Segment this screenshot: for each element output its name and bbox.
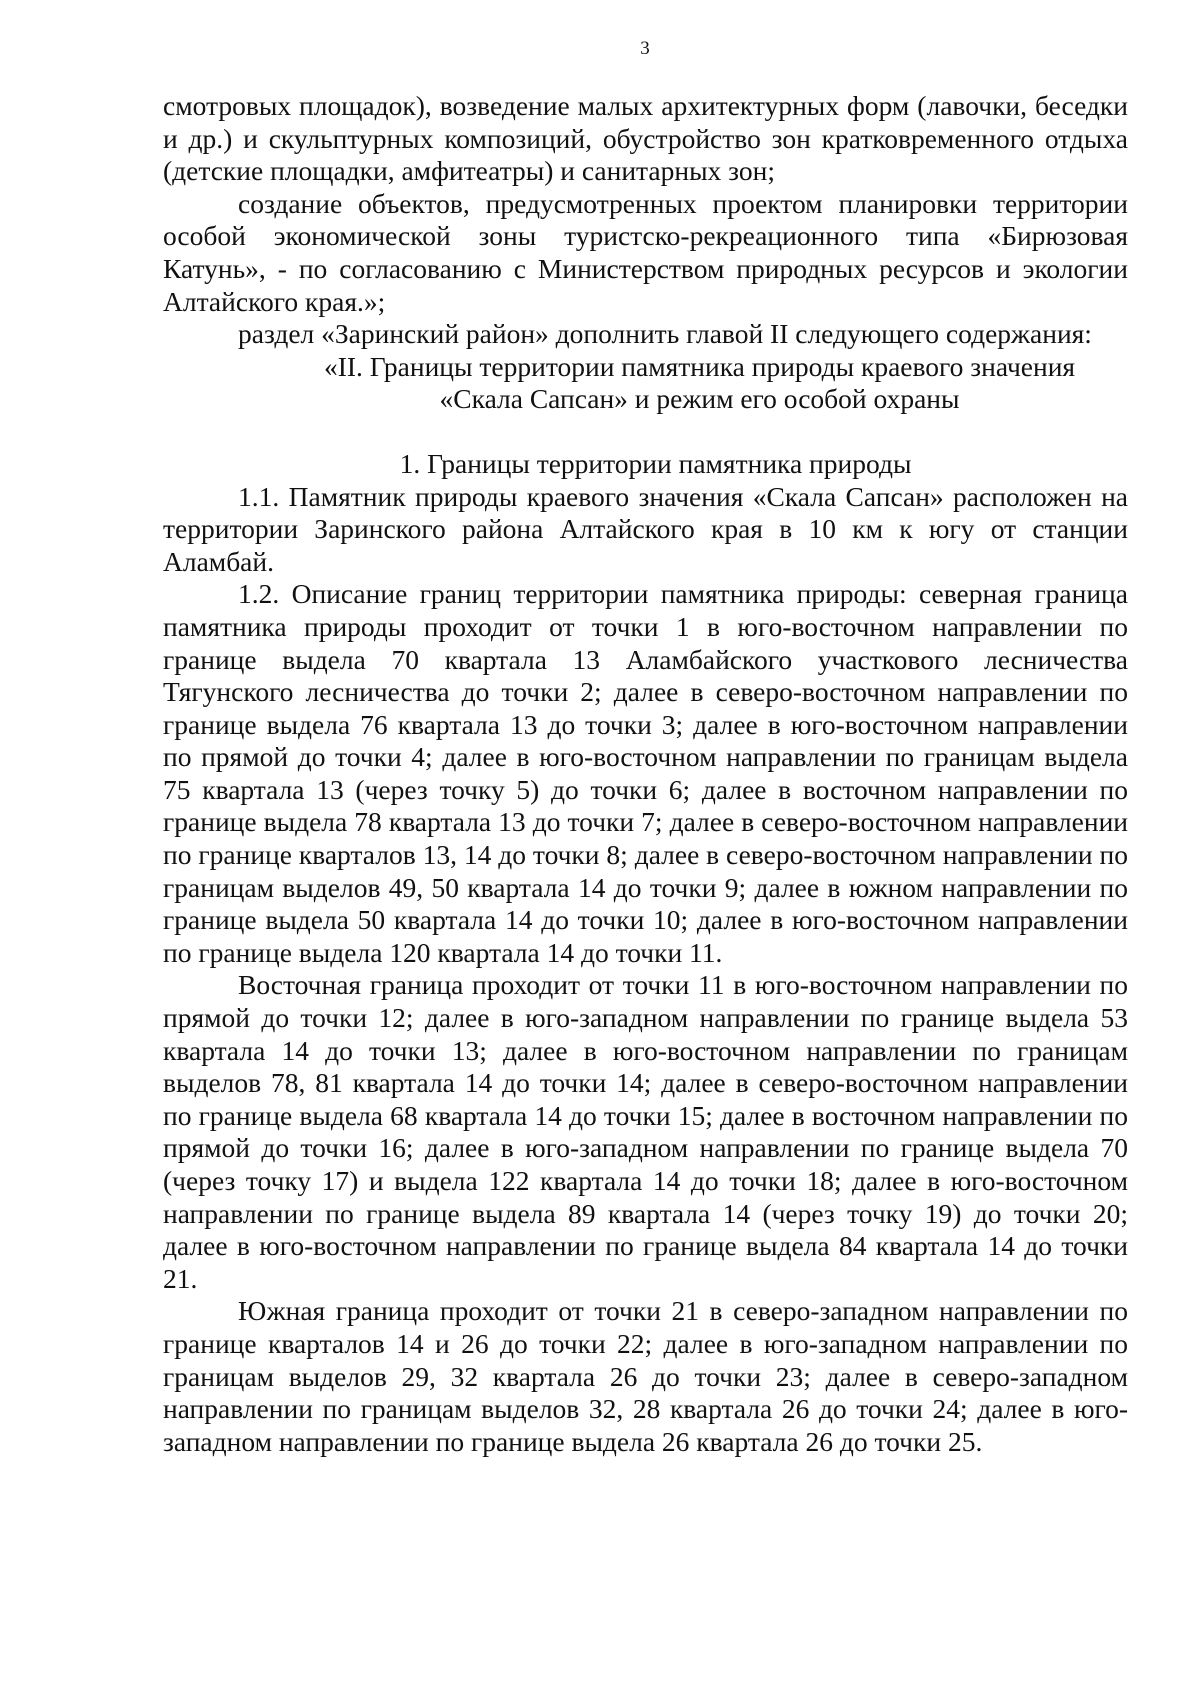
paragraph-continuation: смотровых площадок), возведение малых архитектурных форм (лавочки, беседки и др.) и скульптурных композиций, обустройство зон кратковременного отдыха (детские площадки, амфитеатры) и санитарных зон;: [163, 90, 1128, 187]
page-number: 3: [640, 38, 650, 59]
paragraph-southern-border: Южная граница проходит от точки 21 в северо-западном направлении по границе кварталов 14 и 26 до точки 22; далее в юго-западном направлении по границам выделов 29, 32 квартала 26 до точки 23; далее в северо-западном направлении по границам выделов 32, 28 квартала 26 до точки 24; далее в юго-западном направлении по границе выдела 26 квартала 26 до точки 25.: [163, 1295, 1128, 1457]
paragraph-1-1: 1.1. Памятник природы краевого значения «Скала Сапсан» расположен на территории Заринского района Алтайского края в 10 км к югу от станции Аламбай.: [163, 480, 1128, 577]
document-body: [163, 90, 1128, 1458]
paragraph-1-2: 1.2. Описание границ территории памятника природы: северная граница памятника природы проходит от точки 1 в юго-восточном направлении по границе выдела 70 квартала 13 Аламбайского участкового лесничества Тягунского лесничества до точки 2; далее в северо-восточном направлении по границе выдела 76 квартала 13 до точки 3; далее в юго-восточном направлении по прямой до точки 4; далее в юго-восточном направлении по границам выдела 75 квартала 13 (через точку 5) до точки 6; далее в восточном направлении по границе выдела 78 квартала 13 до точки 7; далее в северо-восточном направлении по границе кварталов 13, 14 до точки 8; далее в северо-восточном направлении по границам выделов 49, 50 квартала 14 до точки 9; далее в южном направлении по границе выдела 50 квартала 14 до точки 10; далее в юго-восточном направлении по границе выдела 120 квартала 14 до точки 11.: [163, 578, 1128, 968]
chapter-heading-line-1: «II. Границы территории памятника природы краевого значения: [323, 350, 1076, 382]
section-heading: 1. Границы территории памятника природы: [399, 447, 912, 479]
paragraph-section-addition: раздел «Заринский район» дополнить главой II следующего содержания:: [238, 318, 1092, 350]
paragraph-objects: создание объектов, предусмотренных проектом планировки территории особой экономической зоны туристско-рекреационного типа «Бирюзовая Катунь», - по согласованию с Министерством природных ресурсов и экологии Алтайского края.»;: [163, 187, 1128, 317]
spacer: [163, 416, 1128, 448]
chapter-heading-line-2: «Скала Сапсан» и режим его особой охраны: [439, 383, 960, 415]
paragraph-eastern-border: Восточная граница проходит от точки 11 в юго-восточном направлении по прямой до точки 12; далее в юго-западном направлении по границе выдела 53 квартала 14 до точки 13; далее в юго-восточном направлении по границам выделов 78, 81 квартала 14 до точки 14; далее в северо-восточном направлении по границе выдела 68 квартала 14 до точки 15; далее в восточном направлении по прямой до точки 16; далее в юго-западном направлении по границе выдела 70 (через точку 17) и выдела 122 квартала 14 до точки 18; далее в юго-восточном направлении по границе выдела 89 квартала 14 (через точку 19) до точки 20; далее в юго-восточном направлении по границе выдела 84 квартала 14 до точки 21.: [163, 969, 1128, 1294]
